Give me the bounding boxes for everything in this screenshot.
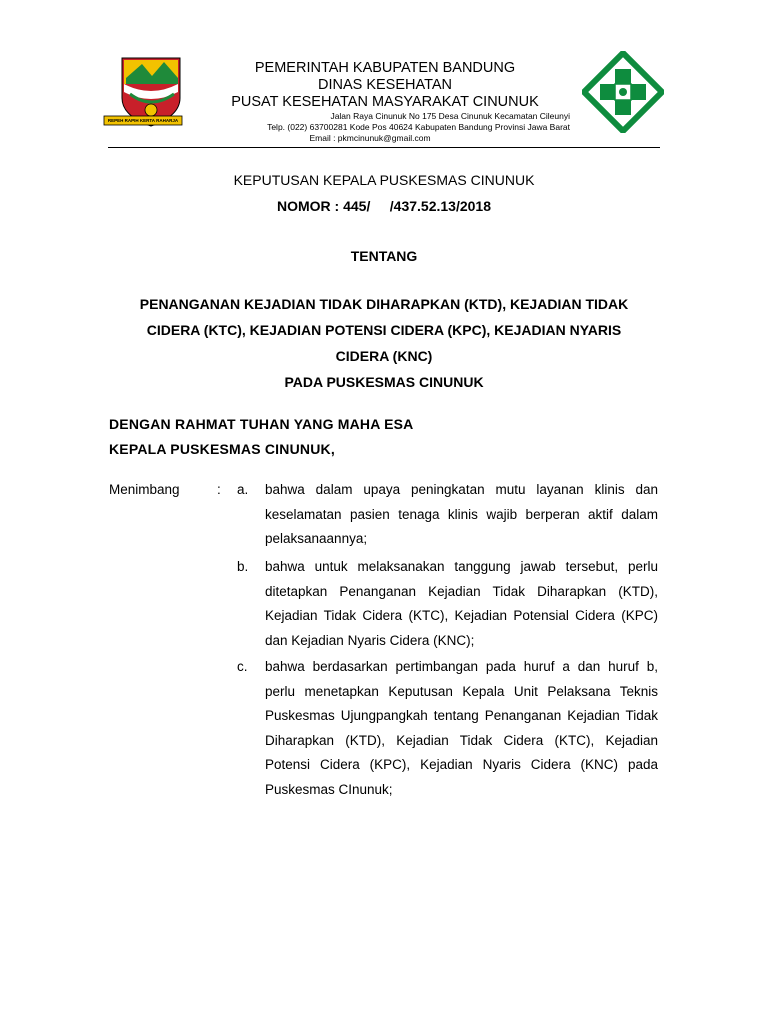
bandung-regency-crest-icon: [100, 54, 186, 132]
item-text: bahwa berdasarkan pertimbangan pada huruf a dan huruf b, perlu menetapkan Keputusan Kepala Unit Pelaksana Teknis Puskesmas Ujungpangkah tentang Penanganan Kejadian Tidak Diharapkan (KTD), Kejadian Tidak Cidera (KTC), Kejadian Potensi Cidera (KPC), Kejadian Nyaris Cidera (KNC) pada Puskesmas CInunuk;: [265, 659, 658, 797]
decree-about: TENTANG: [350, 248, 418, 264]
puskesmas-cross-logo-icon: [582, 51, 664, 133]
letterhead-phone: Telp. (022) 63700281 Kode Pos 40624 Kabupaten Bandung Provinsi Jawa Barat: [267, 122, 570, 132]
item-marker: b.: [237, 559, 249, 574]
decree-subject-line: PADA PUSKESMAS CINUNUK: [284, 374, 484, 390]
decree-subject-line: CIDERA (KNC): [335, 348, 433, 364]
decree-title: KEPUTUSAN KEPALA PUSKESMAS CINUNUK: [233, 172, 535, 188]
letterhead-department: DINAS KESEHATAN: [317, 77, 453, 93]
letterhead-institution: PUSAT KESEHATAN MASYARAKAT CINUNUK: [231, 94, 539, 110]
considering-item: [237, 659, 659, 834]
considering-item: [237, 482, 659, 557]
considering-label: Menimbang: [109, 482, 180, 497]
item-marker: c.: [237, 659, 248, 674]
letterhead-government: PEMERINTAH KABUPATEN BANDUNG: [254, 60, 516, 76]
letterhead-address: Jalan Raya Cinunuk No 175 Desa Cinunuk Kecamatan Cileunyi: [330, 111, 570, 121]
crest-motto: REPEH RAPIH KERTA RAHARJA: [107, 118, 179, 123]
considering-colon: :: [217, 482, 221, 497]
letterhead-email: Email : pkmcinunuk@gmail.com: [309, 133, 431, 143]
item-marker: a.: [237, 482, 249, 497]
letterhead-divider: [108, 147, 660, 148]
item-text: bahwa untuk melaksanakan tanggung jawab tersebut, perlu ditetapkan Penanganan Kejadian Tidak Diharapkan (KTD), Kejadian Tidak Cidera (KTC), Kejadian Potensial Cidera (KPC) dan Kejadian Nyaris Cidera (KNC);: [265, 559, 658, 648]
decree-subject-line: CIDERA (KTC), KEJADIAN POTENSI CIDERA (KPC), KEJADIAN NYARIS: [146, 322, 622, 338]
considering-item: [237, 559, 659, 657]
blessing-line: DENGAN RAHMAT TUHAN YANG MAHA ESA: [109, 416, 414, 432]
issuer-line: KEPALA PUSKESMAS CINUNUK,: [109, 441, 335, 457]
item-text: bahwa dalam upaya peningkatan mutu layanan klinis dan keselamatan pasien tenaga klinis wajib berperan aktif dalam pelaksanaannya;: [265, 482, 658, 546]
decree-subject-line: PENANGANAN KEJADIAN TIDAK DIHARAPKAN (KTD), KEJADIAN TIDAK: [139, 296, 629, 312]
decree-number: NOMOR : 445/ /437.52.13/2018: [276, 198, 491, 214]
